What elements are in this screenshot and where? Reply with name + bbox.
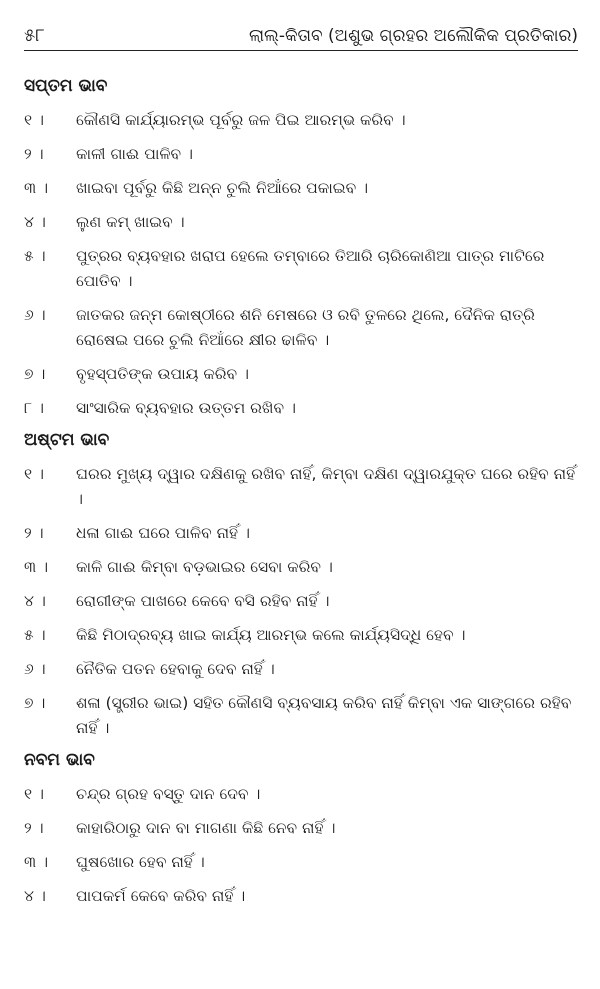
section-navama-bhava [24, 750, 578, 909]
item-number: ୨ । [24, 145, 44, 163]
section-heading: ସପ୍ତମ ଭାବ [24, 76, 108, 96]
item-text: ବୃହସ୍ପତିଙ୍କ ଉପାୟ କରିବ । [76, 365, 250, 383]
list-item [24, 303, 578, 353]
item-text: କାଳୀ ଗାଈ ପାଳିବ । [76, 145, 194, 163]
list-item [24, 244, 578, 294]
item-text: କାହାରିଠାରୁ ଦାନ ବା ମାଗଣା କିଛି ନେବ ନାହିଁ । [76, 819, 336, 837]
item-text: ପାପକର୍ମ କେବେ କରିବ ନାହିଁ । [76, 887, 246, 905]
page-number: ୫୮ [24, 25, 45, 46]
item-number: ୫ । [24, 247, 46, 265]
item-number: ୬ । [24, 660, 46, 678]
item-number: ୬ । [24, 306, 46, 324]
item-text: ସାଂସାରିକ ବ୍ୟବହାର ଉତ୍ତମ ରଖିବ । [76, 399, 296, 417]
list-item [24, 108, 578, 133]
item-number: ୨ । [24, 524, 44, 542]
list-item [24, 782, 578, 807]
list-item [24, 816, 578, 841]
list-item [24, 691, 578, 741]
item-number: ୩ । [24, 179, 49, 197]
list-item [24, 555, 578, 580]
list-item [24, 657, 578, 682]
item-number: ୩ । [24, 558, 49, 576]
section-ashtama-bhava [24, 430, 578, 741]
item-text: ଘୁଷଖୋର ହେବ ନାହିଁ । [76, 853, 205, 871]
item-number: ୩ । [24, 853, 49, 871]
item-text: ଚନ୍ଦ୍ର ଗ୍ରହ ବସ୍ତୁ ଦାନ ଦେବ । [76, 785, 261, 803]
item-text: ଜାତକର ଜନ୍ମ କୋଷ୍ଠୀରେ ଶନି ମେଷରେ ଓ ରବି ତୁଳରେ ଥିଲେ, ଦୈନିକ ରାତ୍ରି ରୋଷେଇ ପରେ ଚୁଲି ନିଆଁରେ କ୍ଷୀର ଢାଳିବ । [76, 306, 535, 349]
item-number: ୧ । [24, 465, 44, 483]
item-number: ୧ । [24, 785, 44, 803]
item-text: ଶଳା (ସ୍ତ୍ରୀର ଭାଇ) ସହିତ କୌଣସି ବ୍ୟବସାୟ କରିବ ନାହିଁ କିମ୍ବା ଏକ ସାଙ୍ଗରେ ରହିବ ନାହିଁ । [76, 694, 572, 737]
page-content [24, 76, 578, 918]
item-number: ୮ । [24, 399, 44, 417]
list-item [24, 521, 578, 546]
item-number: ୪ । [24, 213, 46, 231]
list-item [24, 210, 578, 235]
list-item [24, 850, 578, 875]
section-heading: ନବମ ଭାବ [24, 750, 95, 770]
item-number: ୭ । [24, 694, 46, 712]
list-item [24, 396, 578, 421]
item-number: ୪ । [24, 592, 46, 610]
item-text: କୌଣସି କାର୍ଯ୍ୟାରମ୍ଭ ପୂର୍ବରୁ ଜଳ ପିଇ ଆରମ୍ଭ କରିବ । [76, 111, 406, 129]
item-number: ୨ । [24, 819, 44, 837]
header-title: ଲାଲ୍-କିତାବ (ଅଶୁଭ ଗ୍ରହର ଅଲୌକିକ ପ୍ରତିକାର) [248, 26, 578, 46]
item-text: କାଳି ଗାଈ କିମ୍ବା ବଡ଼ଭାଇର ସେବା କରିବ । [76, 558, 333, 576]
item-text: ପୁତ୍ରର ବ୍ୟବହାର ଖରାପ ହେଲେ ତମ୍ବାରେ ତିଆରି ଚାରିକୋଣିଆ ପାତ୍ର ମାଟିରେ ପୋତିବ । [76, 247, 545, 290]
list-item [24, 462, 578, 512]
list-item [24, 142, 578, 167]
list-item [24, 362, 578, 387]
list-item [24, 623, 578, 648]
list-item [24, 884, 578, 909]
item-text: ଘରର ମୁଖ୍ୟ ଦ୍ୱାର ଦକ୍ଷିଣକୁ ରଖିବ ନାହିଁ, କିମ୍ବା ଦକ୍ଷିଣ ଦ୍ୱାରଯୁକ୍ତ ଘରେ ରହିବ ନାହିଁ । [76, 465, 576, 508]
item-number: ୧ । [24, 111, 44, 129]
list-item [24, 589, 578, 614]
running-header [24, 14, 578, 51]
section-heading: ଅଷ୍ଟମ ଭାବ [24, 430, 110, 450]
list-item [24, 176, 578, 201]
item-text: ଧଳା ଗାଈ ଘରେ ପାଳିବ ନାହିଁ । [76, 524, 250, 542]
item-number: ୫ । [24, 626, 46, 644]
item-text: ନୈତିକ ପତନ ହେବାକୁ ଦେବ ନାହିଁ । [76, 660, 275, 678]
item-text: ଖାଇବା ପୂର୍ବରୁ କିଛି ଅନ୍ନ ଚୁଲି ନିଆଁରେ ପକାଇବ । [76, 179, 369, 197]
section-saptama-bhava [24, 76, 578, 421]
item-number: ୪ । [24, 887, 46, 905]
item-number: ୭ । [24, 365, 46, 383]
item-text: ରୋଗୀଙ୍କ ପାଖରେ କେବେ ବସି ରହିବ ନାହିଁ । [76, 592, 330, 610]
item-text: ଲୁଣ କମ୍ ଖାଇବ । [76, 213, 185, 231]
item-text: କିଛି ମିଠାଦ୍ରବ୍ୟ ଖାଇ କାର୍ଯ୍ୟ ଆରମ୍ଭ କଲେ କାର୍ଯ୍ୟସିଦ୍ଧି ହେବ । [76, 626, 466, 644]
